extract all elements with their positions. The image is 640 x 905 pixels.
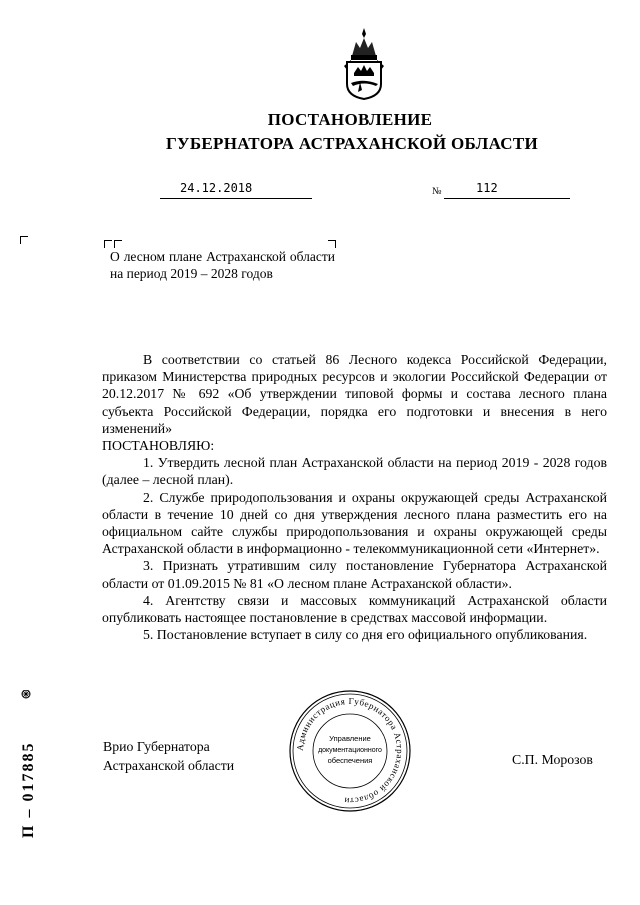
official-stamp [288, 689, 412, 813]
date-field [160, 181, 312, 199]
corner-mark-subject-tr [328, 240, 336, 248]
registration-code [6, 690, 46, 840]
item-paragraph: 4. Агентству связи и массовых коммуникаций Астраханской области опубликовать настоящее постановление в средствах массовой информации. [102, 592, 607, 626]
document-subject: О лесном плане Астраханской области на период 2019 – 2028 годов [110, 249, 335, 281]
corner-mark-subject-tl2 [114, 240, 122, 248]
number-value: 112 [476, 181, 498, 195]
document-body [102, 351, 607, 643]
item-paragraph: 5. Постановление вступает в силу со дня его официального опубликования. [143, 627, 588, 643]
item-paragraph: 2. Службе природопользования и охраны окружающей среды Астраханской области в течение 10 дней со дня утверждения лесного плана разместить его на официальном сайте службы природопользования и охраны окружающей среды Астраханской области в информационно - телекоммуникационной сети «Интернет». [102, 489, 607, 557]
signatory-position-line2: Астраханской области [103, 758, 235, 773]
document-title: ПОСТАНОВЛЕНИЕ [267, 110, 433, 129]
corner-mark-left [20, 236, 28, 244]
item-paragraph: 3. Признать утратившим силу постановление Губернатора Астраханской области от 01.09.2015 № 81 «О лесном плане Астраханской области». [102, 558, 607, 591]
number-field [444, 181, 570, 199]
coat-of-arms-emblem [338, 26, 390, 100]
signatory-position [103, 737, 234, 775]
signatory-position-line1: Врио Губернатора [103, 739, 210, 754]
signatory-name: С.П. Морозов [512, 752, 593, 767]
number-label: № [432, 186, 442, 197]
stamp-ring-text: Администрация Губернатора Астраханской области [294, 695, 406, 807]
stamp-center-line1: Управление [329, 734, 371, 743]
item-paragraph: 1. Утвердить лесной план Астраханской области на период 2019 - 2028 годов (далее – лесной план). [102, 455, 607, 488]
stamp-center-line3: обеспечения [327, 756, 373, 765]
corner-mark-subject-tl [104, 240, 112, 248]
rosette-icon [22, 690, 30, 698]
stamp-center-line2: документационного [318, 747, 382, 754]
preamble-paragraph: В соответствии со статьей 86 Лесного кодекса Российской Федерации, приказом Министерства природных ресурсов и экологии Российской Федерации от 20.12.2017 № 692 «Об утверждении типовой формы и состава лесного плана субъекта Российской Федерации, порядка его подготовки и внесения в него изменений» [102, 352, 607, 436]
date-value: 24.12.2018 [180, 181, 253, 195]
decree-word: ПОСТАНОВЛЯЮ: [102, 438, 215, 454]
registration-code-text: П – 017885 [20, 741, 37, 838]
document-subtitle: ГУБЕРНАТОРА АСТРАХАНСКОЙ ОБЛАСТИ [165, 134, 539, 153]
